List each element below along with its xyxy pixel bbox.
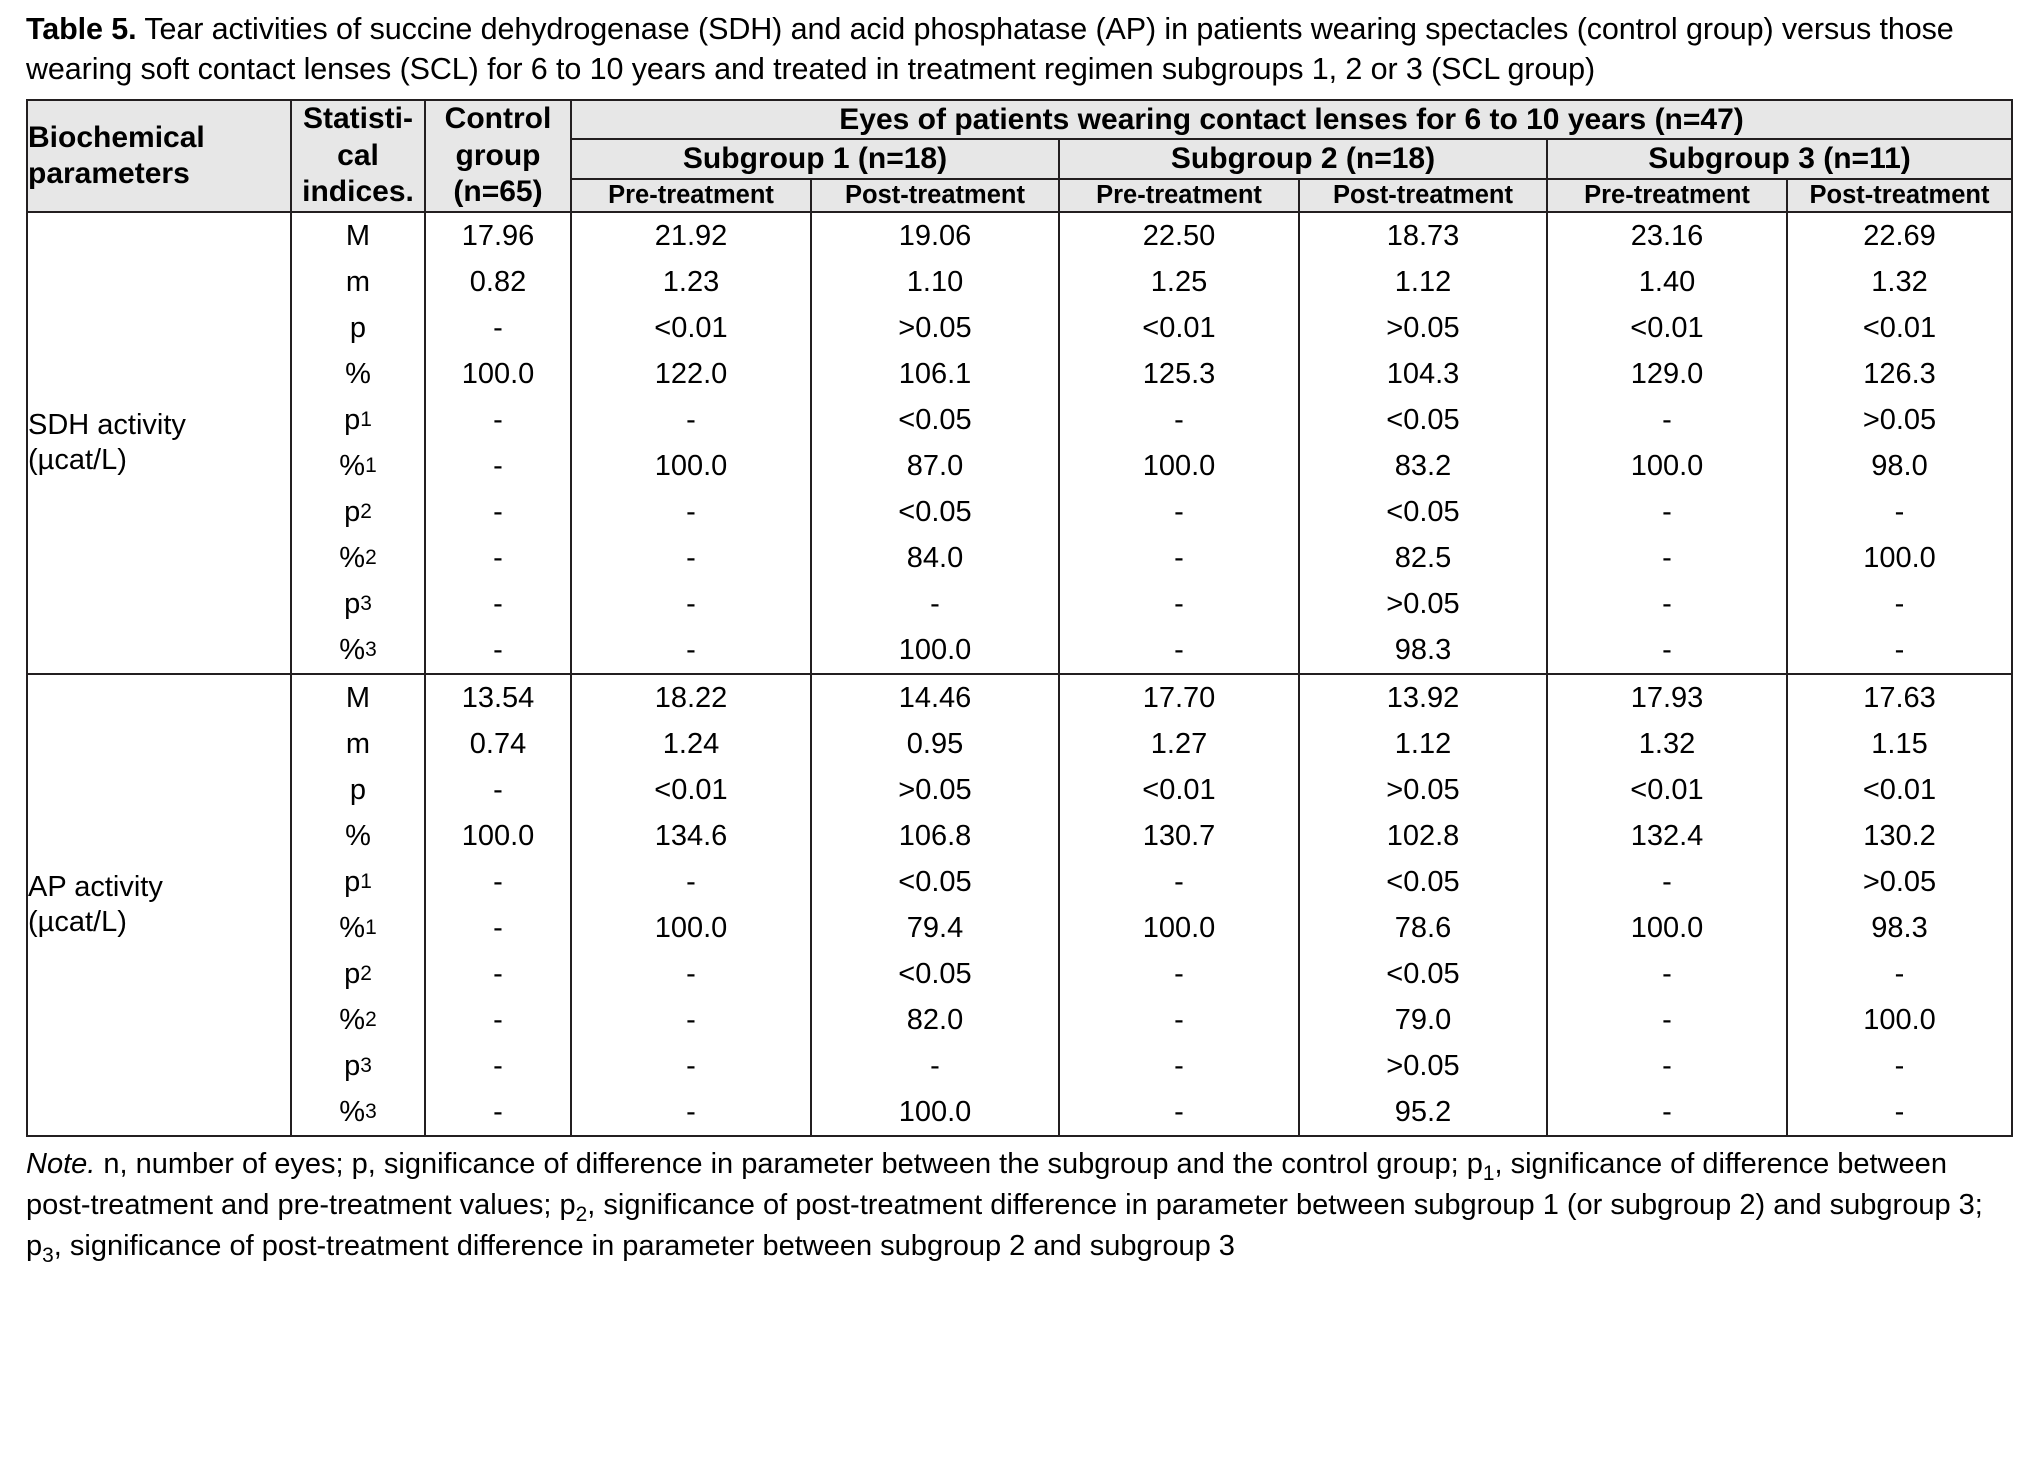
header-sg3-post: Post-treatment xyxy=(1787,179,2012,213)
index-label: % xyxy=(345,357,371,390)
cell-value: 1.25 xyxy=(1150,265,1208,298)
cell-value: >0.05 xyxy=(1386,587,1460,620)
index-label: % xyxy=(345,819,371,852)
cell-value: 1.15 xyxy=(1871,727,1928,760)
cell-value: - xyxy=(1174,1049,1184,1082)
header-statistical-indices: Statisti- cal indices. xyxy=(291,100,425,212)
cell-value: - xyxy=(493,311,503,344)
cell-sg2-pre xyxy=(1059,212,1299,674)
header-control-group: Control group (n=65) xyxy=(425,100,571,212)
data-table xyxy=(26,99,2013,1137)
header-subgroup-1: Subgroup 1 (n=18) xyxy=(571,139,1059,178)
index-label: % 1 xyxy=(339,449,377,482)
cell-value: 1.24 xyxy=(662,727,720,760)
cell-value: - xyxy=(1174,495,1184,528)
index-label: p 3 xyxy=(344,587,372,620)
cell-sg2-post xyxy=(1299,212,1547,674)
cell-value: 18.22 xyxy=(654,681,728,714)
cell-sg3-pre xyxy=(1547,212,1787,674)
cell-value: - xyxy=(1662,633,1672,666)
cell-value: 100.0 xyxy=(1630,449,1704,482)
cell-value: - xyxy=(1662,1095,1672,1128)
cell-value: 78.6 xyxy=(1394,911,1452,944)
cell-value: 1.23 xyxy=(662,265,720,298)
cell-value: 106.1 xyxy=(898,357,972,390)
header-subgroup-2: Subgroup 2 (n=18) xyxy=(1059,139,1547,178)
header-sg2-post: Post-treatment xyxy=(1299,179,1547,213)
index-label: % 3 xyxy=(339,633,377,666)
cell-value: - xyxy=(1894,1049,1905,1082)
cell-value: - xyxy=(493,1003,503,1036)
cell-value: <0.01 xyxy=(1630,773,1704,806)
cell-value: 17.96 xyxy=(461,219,535,252)
cell-value: - xyxy=(1662,1049,1672,1082)
index-label: M xyxy=(345,219,371,252)
cell-value: - xyxy=(686,957,696,990)
cell-value: - xyxy=(1894,495,1905,528)
cell-value: - xyxy=(1662,957,1672,990)
header-sg1-post: Post-treatment xyxy=(811,179,1059,213)
index-label: m xyxy=(345,265,371,298)
cell-value: 130.2 xyxy=(1863,819,1936,852)
cell-value: <0.05 xyxy=(898,957,972,990)
cell-value: <0.05 xyxy=(898,865,972,898)
cell-value: 1.12 xyxy=(1394,265,1452,298)
cell-value: - xyxy=(1894,957,1905,990)
cell-value: - xyxy=(686,541,696,574)
cell-value: 87.0 xyxy=(906,449,964,482)
cell-value: <0.05 xyxy=(1386,495,1460,528)
index-label: % 2 xyxy=(339,541,377,574)
cell-value: - xyxy=(493,449,503,482)
cell-value: - xyxy=(1894,587,1905,620)
cell-value: 130.7 xyxy=(1142,819,1216,852)
cell-value: 134.6 xyxy=(654,819,728,852)
cell-value: 79.0 xyxy=(1394,1003,1452,1036)
index-label: p 2 xyxy=(344,957,372,990)
cell-value: - xyxy=(1174,587,1184,620)
index-label: p 1 xyxy=(344,403,372,436)
table-row xyxy=(27,212,2012,674)
cell-value: - xyxy=(1174,865,1184,898)
cell-value: 125.3 xyxy=(1142,357,1216,390)
index-label: % 2 xyxy=(339,1003,377,1036)
index-label: m xyxy=(345,727,371,760)
cell-value: 95.2 xyxy=(1394,1095,1452,1128)
note-label: Note. xyxy=(26,1148,96,1181)
cell-value: 84.0 xyxy=(906,541,964,574)
cell-value: 19.06 xyxy=(898,219,972,252)
table-note xyxy=(26,1146,2012,1269)
cell-value: - xyxy=(1174,957,1184,990)
cell-value: - xyxy=(493,495,503,528)
cell-value: - xyxy=(493,1095,503,1128)
cell-value: 83.2 xyxy=(1394,449,1452,482)
cell-sg3-post xyxy=(1787,674,2012,1136)
cell-sg1-post xyxy=(811,212,1059,674)
cell-value: <0.05 xyxy=(1386,865,1460,898)
cell-sg2-post xyxy=(1299,674,1547,1136)
table-caption-text: Tear activities of succine dehydrogenase (SDH) and acid phosphatase (AP) in patients wearing spectacles (control group) versus those wearing soft contact lenses (SCL) for 6 to 10 years and treated in treatment regimen subgroups 1, 2 or 3 (SCL group) xyxy=(26,12,1954,86)
cell-value: 1.40 xyxy=(1638,265,1696,298)
cell-value: 1.12 xyxy=(1394,727,1452,760)
cell-value: >0.05 xyxy=(898,773,972,806)
cell-value: - xyxy=(930,587,940,620)
index-label: p 2 xyxy=(344,495,372,528)
cell-value: <0.05 xyxy=(898,495,972,528)
cell-value: <0.01 xyxy=(1862,773,1937,806)
cell-value: 18.73 xyxy=(1386,219,1460,252)
cell-value: <0.01 xyxy=(654,311,728,344)
cell-value: - xyxy=(493,865,503,898)
cell-value: <0.01 xyxy=(654,773,728,806)
table-header xyxy=(27,100,2012,212)
note-text: n, number of eyes; p, significance of difference in parameter between the subgroup and the control group; $p_1$, significance of difference between post-treatment and pre-treatment values; $p_2$, significance of post-treatment difference in parameter between subgroup 1 (or subgroup 2) and subgroup 3; $p_3$, significance of post-treatment difference in parameter between subgroup 2 and subgroup 3 xyxy=(26,1148,1991,1267)
cell-value: - xyxy=(686,1095,696,1128)
cell-value: - xyxy=(686,587,696,620)
cell-value: 17.63 xyxy=(1863,681,1936,714)
cell-value: - xyxy=(493,633,503,666)
cell-value: - xyxy=(493,541,503,574)
cell-value: 1.32 xyxy=(1638,727,1696,760)
header-sg2-pre: Pre-treatment xyxy=(1059,179,1299,213)
index-label: p xyxy=(349,311,367,344)
index-label: % 1 xyxy=(339,911,377,944)
cell-value: 0.95 xyxy=(906,727,964,760)
cell-value: >0.05 xyxy=(1386,1049,1460,1082)
cell-value: - xyxy=(686,633,696,666)
cell-value: 100.0 xyxy=(898,633,972,666)
cell-value: - xyxy=(493,957,503,990)
cell-value: - xyxy=(686,1049,696,1082)
cell-value: - xyxy=(493,587,503,620)
cell-value: 100.0 xyxy=(461,357,535,390)
cell-value: >0.05 xyxy=(1862,403,1937,436)
cell-value: - xyxy=(1662,403,1672,436)
cell-value: 104.3 xyxy=(1386,357,1460,390)
cell-value: 100.0 xyxy=(1630,911,1704,944)
cell-value: - xyxy=(1174,541,1184,574)
cell-value: 82.0 xyxy=(906,1003,964,1036)
index-label: p 3 xyxy=(344,1049,372,1082)
cell-value: 13.92 xyxy=(1386,681,1460,714)
cell-value: - xyxy=(686,495,696,528)
cell-sg2-pre xyxy=(1059,674,1299,1136)
cell-value: - xyxy=(493,773,503,806)
cell-value: >0.05 xyxy=(1386,311,1460,344)
cell-value: 22.50 xyxy=(1142,219,1216,252)
cell-value: - xyxy=(493,911,503,944)
cell-value: 100.0 xyxy=(1142,449,1216,482)
cell-value: 100.0 xyxy=(1142,911,1216,944)
index-label: p 1 xyxy=(344,865,372,898)
header-sg1-pre: Pre-treatment xyxy=(571,179,811,213)
cell-value: 106.8 xyxy=(898,819,972,852)
index-label: M xyxy=(345,681,371,714)
cell-sg1-pre xyxy=(571,674,811,1136)
row-statistical-indices xyxy=(291,212,425,674)
cell-value: - xyxy=(1662,1003,1672,1036)
cell-value: 100.0 xyxy=(461,819,535,852)
cell-value: 21.92 xyxy=(654,219,728,252)
cell-value: - xyxy=(1174,1095,1184,1128)
cell-value: 100.0 xyxy=(1863,541,1936,574)
cell-value: <0.01 xyxy=(1142,311,1216,344)
cell-value: >0.05 xyxy=(1862,865,1937,898)
cell-value: - xyxy=(493,1049,503,1082)
cell-value: - xyxy=(1174,633,1184,666)
cell-value: 102.8 xyxy=(1386,819,1460,852)
cell-value: <0.05 xyxy=(1386,403,1460,436)
table-caption-label: Table 5. xyxy=(26,12,137,46)
cell-value: - xyxy=(1662,495,1672,528)
cell-value: 14.46 xyxy=(898,681,972,714)
cell-control-group xyxy=(425,674,571,1136)
cell-value: - xyxy=(1174,403,1184,436)
cell-value: 122.0 xyxy=(654,357,728,390)
cell-value: 100.0 xyxy=(1863,1003,1936,1036)
cell-value: 100.0 xyxy=(654,911,728,944)
cell-value: 1.10 xyxy=(906,265,964,298)
cell-value: 23.16 xyxy=(1630,219,1704,252)
header-sg3-pre: Pre-treatment xyxy=(1547,179,1787,213)
cell-value: 98.3 xyxy=(1871,911,1928,944)
cell-value: <0.05 xyxy=(1386,957,1460,990)
cell-sg3-pre xyxy=(1547,674,1787,1136)
cell-value: 1.27 xyxy=(1150,727,1208,760)
cell-value: <0.01 xyxy=(1630,311,1704,344)
cell-sg1-post xyxy=(811,674,1059,1136)
header-eyes-span: Eyes of patients wearing contact lenses for 6 to 10 years (n=47) xyxy=(571,100,2012,139)
index-label: % 3 xyxy=(339,1095,377,1128)
cell-value: - xyxy=(686,403,696,436)
row-parameter-label: AP activity (µcat/L) xyxy=(27,674,291,1136)
cell-value: - xyxy=(686,1003,696,1036)
cell-value: 132.4 xyxy=(1630,819,1704,852)
cell-value: 129.0 xyxy=(1630,357,1704,390)
cell-value: - xyxy=(1174,1003,1184,1036)
cell-value: - xyxy=(1894,1095,1905,1128)
cell-value: 98.0 xyxy=(1871,449,1928,482)
header-subgroup-3: Subgroup 3 (n=11) xyxy=(1547,139,2012,178)
cell-value: >0.05 xyxy=(1386,773,1460,806)
cell-value: - xyxy=(930,1049,940,1082)
cell-value: 1.32 xyxy=(1871,265,1928,298)
cell-value: <0.01 xyxy=(1142,773,1216,806)
cell-value: 98.3 xyxy=(1394,633,1452,666)
cell-value: 100.0 xyxy=(654,449,728,482)
cell-value: <0.01 xyxy=(1862,311,1937,344)
cell-value: 82.5 xyxy=(1394,541,1452,574)
cell-value: 17.70 xyxy=(1142,681,1216,714)
cell-value: 0.74 xyxy=(469,727,527,760)
table-body xyxy=(27,212,2012,1136)
cell-value: - xyxy=(1662,865,1672,898)
cell-value: <0.05 xyxy=(898,403,972,436)
header-biochemical-parameters: Biochemical parameters xyxy=(27,100,291,212)
cell-value: >0.05 xyxy=(898,311,972,344)
cell-value: 100.0 xyxy=(898,1095,972,1128)
cell-value: - xyxy=(1662,587,1672,620)
cell-value: 79.4 xyxy=(906,911,964,944)
cell-value: - xyxy=(493,403,503,436)
cell-control-group xyxy=(425,212,571,674)
cell-value: 13.54 xyxy=(461,681,535,714)
cell-sg3-post xyxy=(1787,212,2012,674)
cell-sg1-pre xyxy=(571,212,811,674)
cell-value: 17.93 xyxy=(1630,681,1704,714)
cell-value: - xyxy=(686,865,696,898)
cell-value: 126.3 xyxy=(1863,357,1936,390)
cell-value: - xyxy=(1662,541,1672,574)
row-parameter-label: SDH activity (µcat/L) xyxy=(27,212,291,674)
cell-value: - xyxy=(1894,633,1905,666)
index-label: p xyxy=(349,773,367,806)
table-row xyxy=(27,674,2012,1136)
table-caption xyxy=(26,10,2012,89)
cell-value: 0.82 xyxy=(469,265,527,298)
cell-value: 22.69 xyxy=(1863,219,1936,252)
row-statistical-indices xyxy=(291,674,425,1136)
